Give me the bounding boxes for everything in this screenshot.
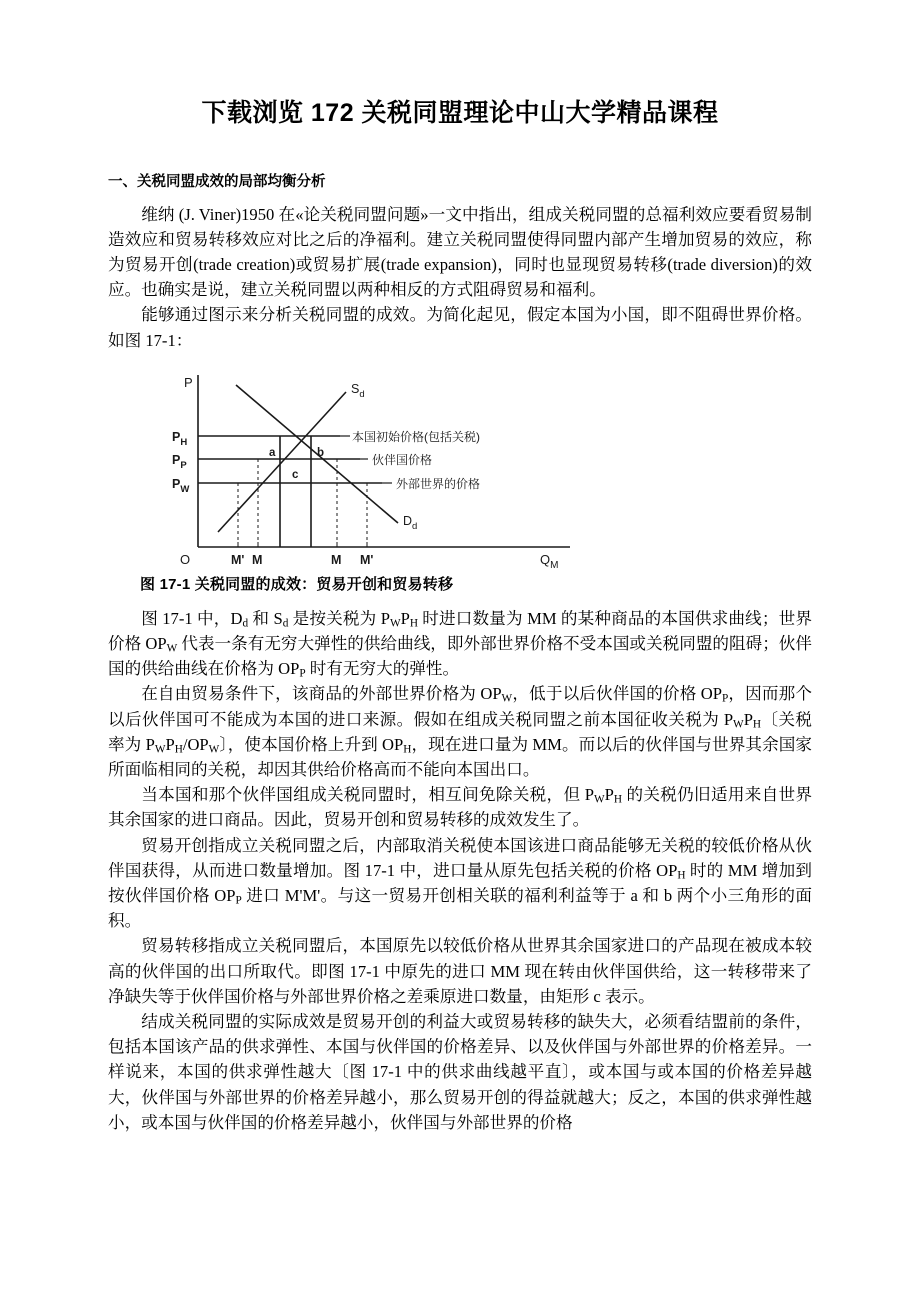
x-tick-label-1: M' (231, 552, 245, 567)
annotation-partner-price: 伙伴国价格 (372, 452, 433, 467)
origin-label: O (180, 551, 191, 567)
figure-canvas (170, 365, 670, 570)
demand-curve-label: $D_d$ (403, 513, 418, 532)
section-heading: 一、关税同盟成效的局部均衡分析 (108, 174, 326, 191)
area-label-a: a (269, 446, 276, 459)
price-label-pw: $P_W$ (172, 476, 190, 495)
price-label-ph: $P_H$ (172, 429, 188, 448)
annotation-world-price: 外部世界的价格 (396, 476, 481, 491)
tariff-union-diagram (170, 365, 670, 570)
x-tick-label-2: M (252, 552, 263, 567)
page-title: 下载浏览 172 关税同盟理论中山大学精品课程 (201, 99, 719, 127)
paragraph-8: 结成关税同盟的实际成效是贸易开创的利益大或贸易转移的缺失大，必须看结盟前的条件，包括本国该产品的供求弹性、本国与伙伴国的价格差异、以及伙伴国与外部世界的价格差异。一样说来，本国的供求弹性越大〔图 17-1 中的供求曲线越平直〕，或本国与或本国的价格差异越大，伙伴国与外部世界的价格差异越小，那么贸易开创的得益就越大；反之，本国的供求弹性越小，或本国与伙伴国的价格差异越小，伙伴国与外部世界的价格 (108, 1012, 812, 1132)
paragraph-5: 当本国和那个伙伴国组成关税同盟时，相互间免除关税，但 $P_WP_H$ 的关税仍旧适用来自世界其余国家的进口商品。因此，贸易开创和贸易转移的成效发生了。 (108, 785, 812, 830)
area-label-b: b (317, 446, 325, 459)
paragraph-7: 贸易转移指成立关税同盟后，本国原先以较低价格从世界其余国家进口的产品现在被成本较高的伙伴国的出口所取代。即图 17-1 中原先的进口 MM 现在转由伙伴国供给，这一转移带来了净缺失等于伙伴国价格与外部世界价格之差乘原进口数量，由矩形 c 表示。 (108, 936, 812, 1006)
annotation-home-price: 本国初始价格(包括关税) (352, 429, 480, 444)
y-axis-label: P (184, 374, 193, 390)
figure-caption: 图 17-1 关税同盟的成效：贸易开创和贸易转移 (140, 575, 454, 593)
supply-curve-label: $S_d$ (351, 381, 365, 400)
paragraph-3: 图 17-1 中，$D_d$ 和 $S_d$ 是按关税为 $P_WP_H$ 时进口数量为 MM 的某种商品的本国供求曲线；世界价格 $OP_W$ 代表一条有无穷大弹性的供给曲线，即外部世界价格不受本国或关税同盟的阻碍；伙伴国的供给曲线在价格为 $OP_P$ 时有无穷大的弹性。 (108, 608, 812, 680)
x-axis-label: $Q_M$ (540, 551, 559, 570)
paragraph-2: 能够通过图示来分析关税同盟的成效。为简化起见，假定本国为小国，即不阻碍世界价格。如图 17-1： (108, 305, 812, 350)
price-label-pp: $P_P$ (172, 452, 187, 471)
paragraph-6: 贸易开创指成立关税同盟之后，内部取消关税使本国该进口商品能够无关税的较低价格从伙伴国获得，从而进口数量增加。图 17-1 中，进口量从原先包括关税的价格 $OP_H$ 时的 MM 增加到按伙伴国价格 $OP_P$ 进口 M'M'。与这一贸易开创相关联的福利利益等于 a 和 b 两个小三角形的面积。 (108, 835, 812, 931)
figure-17-1 (108, 353, 812, 594)
paragraph-1: 维纳 (J. Viner)1950 在«论关税同盟问题»一文中指出，组成关税同盟的总福利效应要看贸易制造效应和贸易转移效应对比之后的净福利。建立关税同盟使得同盟内部产生增加贸易的效应，称为贸易开创(trade creation)或贸易扩展(trade expansion)，同时也显现贸易转移(trade diversion)的效应。也确实是说，建立关税同盟以两种相反的方式阻碍贸易和福利。 (108, 204, 812, 300)
document-content (108, 0, 812, 1135)
x-tick-label-4: M' (360, 552, 374, 567)
paragraph-4: 在自由贸易条件下，该商品的外部世界价格为 $OP_W$，低于以后伙伴国的价格 $OP_P$，因而那个以后伙伴国可不能成为本国的进口来源。假如在组成关税同盟之前本国征收关税为 $P_WP_H$〔关税率为 $P_WP_H/OP_W$〕，使本国价格上升到 $OP_H$，现在进口量为 MM。而以后的伙伴国与世界其余国家所面临相同的关税，却因其供给价格高而不能向本国出口。 (108, 684, 813, 779)
area-label-c: c (292, 468, 299, 481)
x-tick-label-3: M (331, 552, 342, 567)
